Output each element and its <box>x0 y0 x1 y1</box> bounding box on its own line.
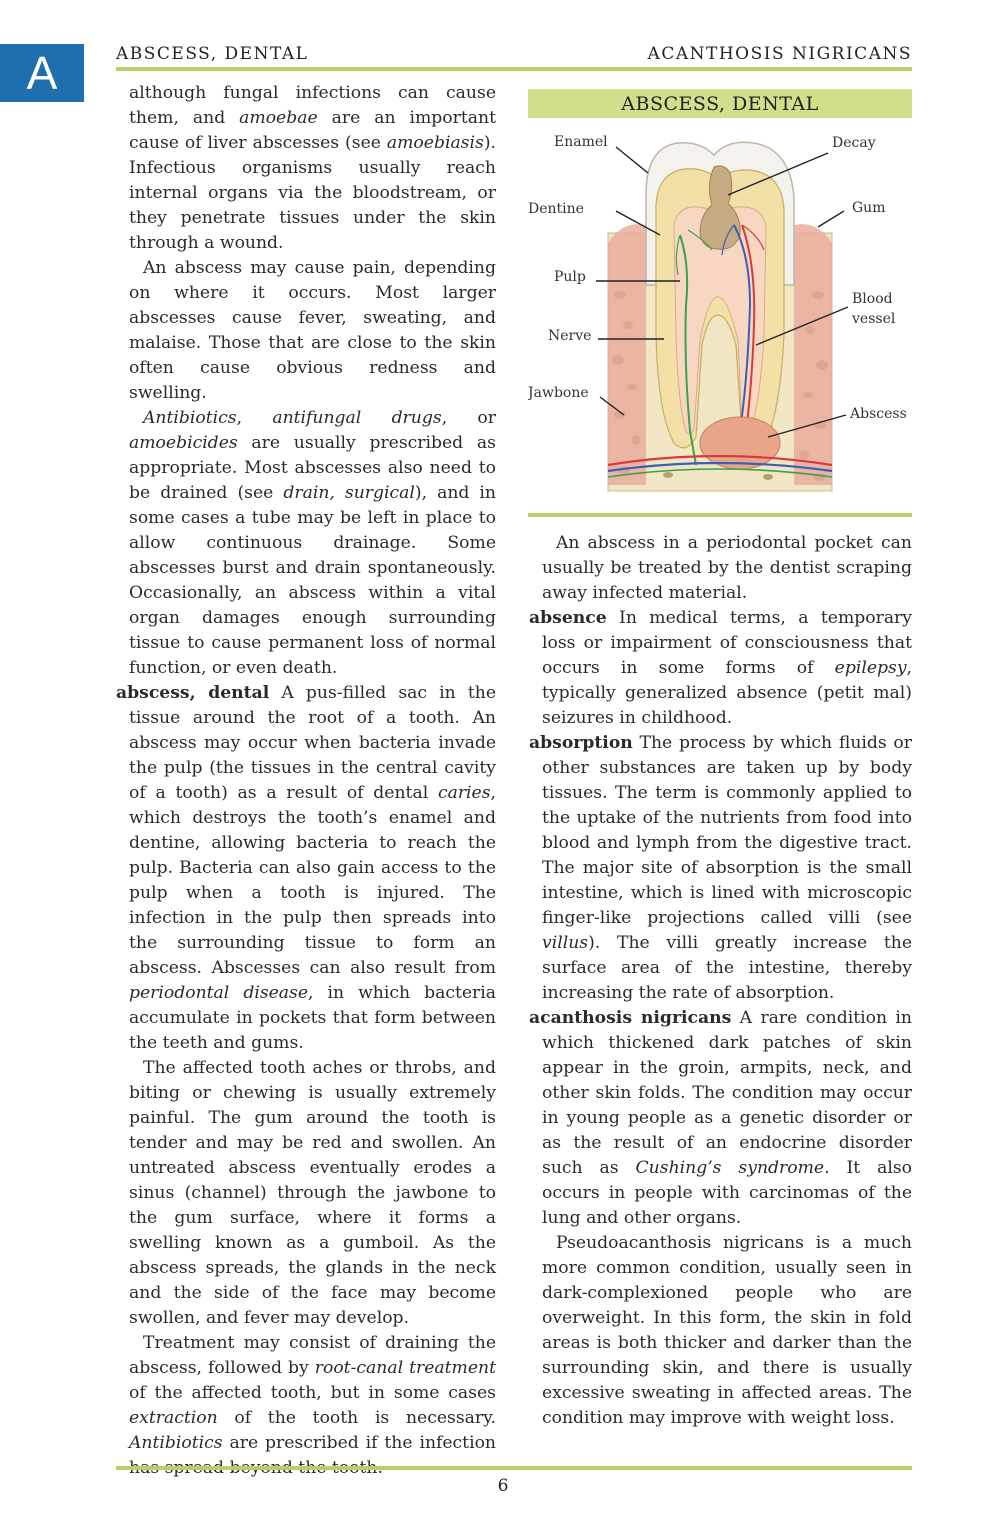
paragraph: The affected tooth aches or throbs, and biting or chewing is usually extremely painful. The gum around the tooth is tender and may be red and swollen. An untreated abscess eventually erodes a sinus (channel) through the jawbone to the gum surface, where it forms a swelling known as a gumboil. As the abscess spreads, the glands in the neck and the side of the face may become swollen, and fever may develop. <box>129 1058 496 1328</box>
paragraph: An abscess in a periodontal pocket can usually be treated by the dentist scraping away infected material. <box>542 533 912 603</box>
paragraph: Antibiotics, antifungal drugs, or amoebicides are usually prescribed as appropriate. Most abscesses also need to be drained (see drain, surgical), and in some cases a tube may be left in place to allow continuous drainage. Some abscesses burst and drain spontaneously. Occasionally, an abscess within a vital organ damages enough surrounding tissue to cause permanent loss of normal function, or even death. <box>129 408 497 678</box>
right-column <box>529 531 912 1431</box>
paragraph: Treatment may consist of draining the abscess, followed by root-canal treatment of the affected tooth, but in some cases extraction of the tooth is necessary. Antibiotics are prescribed if the infection <box>129 1333 496 1453</box>
entry-absence: absence In medical terms, a temporary loss or impairment of consciousness that occurs in some forms of epilepsy, typically generalized absence (petit mal) seizures in childhood. <box>529 608 912 728</box>
paragraph: An abscess may cause pain, depending on where it occurs. Most larger abscesses cause fever, sweating, and malaise. Those that are close to the skin often cause obvious redness and swelling. <box>129 258 496 403</box>
figure-title: ABSCESS, DENTAL <box>528 89 912 118</box>
paragraph: although fungal infections can cause them, and amoebae are an important cause of liver abscesses (see amoebiasis). Infectious organisms usually reach internal organs via the bloodstream, or they penetrate tissues under the skin through a wound. <box>129 83 496 253</box>
section-tab-letter: A <box>0 44 84 102</box>
page-number: 6 <box>497 1476 509 1496</box>
entry-term: absorption <box>529 733 633 753</box>
header-rule <box>116 67 912 71</box>
footer-rule <box>116 1466 912 1470</box>
figure-rule <box>528 513 912 517</box>
entry-absorption: absorption The process by which fluids or other substances are taken up by body tissues. The term is commonly applied to the uptake of the nutrients from food into blood and lymph from the digestive tract. The major site of absorption is the small intestine, which is lined with microscopic finger-like projections called villi (see villus). The villi greatly increase the surface area of the intestine, thereby increasing the rate of absorption. <box>529 733 912 1003</box>
entry-abscess-dental: abscess, dental A pus-filled sac in the tissue around the root of a tooth. An abscess may occur when bacteria invade the pulp (the tissues in the central cavity of a tooth) as a result of dental caries, which destroys the tooth’s enamel and dentine, allowing bacteria to reach the pulp. Bacteria can also gain access to the pulp when a tooth is injured. The infection in the pulp then spreads into the surrounding tissue to form an abscess. Abscesses can also result from periodontal disease, in which bacteria accumulate in pockets that form between the teeth and gums. <box>116 683 497 1053</box>
label-nerve: Nerve <box>548 328 592 344</box>
label-decay: Decay <box>832 135 876 151</box>
paragraph: Pseudoacanthosis nigricans is a much more common condition, usually seen in dark-complexioned people who are overweight. In this form, the skin in fold areas is both thicker and darker than the surrounding skin, and there is usually excessive sweating in affected areas. The condition may improve with weight loss. <box>542 1233 912 1428</box>
gum-left <box>608 224 646 485</box>
label-abscess: Abscess <box>850 406 907 422</box>
left-column <box>116 81 496 1481</box>
entry-term: absence <box>529 608 607 628</box>
abscess-mass <box>700 417 780 469</box>
label-blood: Blood <box>852 291 893 307</box>
label-pulp: Pulp <box>554 269 586 285</box>
label-vessel: vessel <box>852 311 896 327</box>
running-head-right: ACANTHOSIS NIGRICANS <box>647 44 912 64</box>
entry-term: acanthosis nigricans <box>529 1008 732 1028</box>
label-gum: Gum <box>852 200 886 216</box>
label-dentine: Dentine <box>528 201 584 217</box>
running-head-left: ABSCESS, DENTAL <box>116 44 309 64</box>
entry-term: abscess, dental <box>116 683 270 703</box>
gum-right <box>794 224 832 485</box>
tooth-abscess-diagram <box>528 125 912 505</box>
entry-acanthosis-nigricans: acanthosis nigricans A rare condition in which thickened dark patches of skin appear in the groin, armpits, neck, and other skin folds. The condition may occur in young people as a genetic disorder or as the result of an endocrine disorder such as Cushing’s syndrome. It also occurs in people with carcinomas of the lung and other organs. <box>529 1008 912 1228</box>
label-jawbone: Jawbone <box>528 385 589 401</box>
label-enamel: Enamel <box>554 134 608 150</box>
